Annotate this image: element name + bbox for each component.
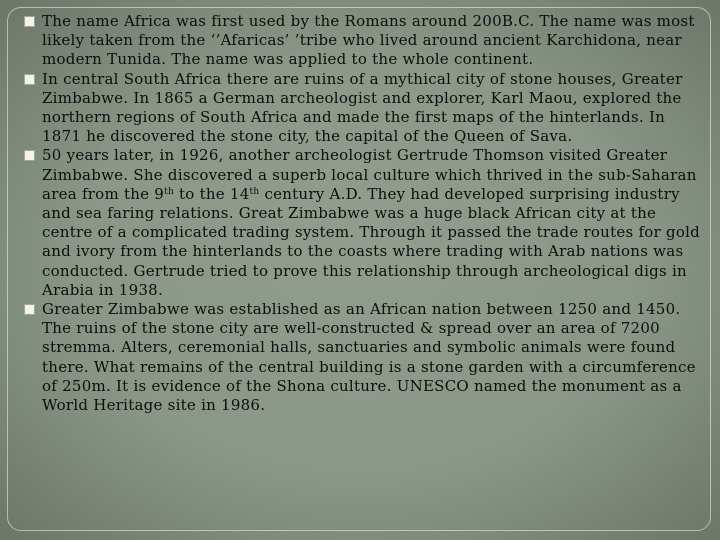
paragraph-text-before: 50 years later, in 1926, another archeologist Gertrude Thomson visited Greater Zimbabwe. She discovered a superb local culture which thrived in the sub-Saharan area from the 9 [42, 146, 697, 203]
paragraph-text: Greater Zimbabwe was established as an African nation between 1250 and 1450. The ruins of the stone city are well-constructed & spread over an area of 7200 stremma. Alters, ceremonial halls, sanctuaries and symbolic animals were found there. What remains of the central building is a stone garden with a circumference of 250m. It is evidence of the Shona culture. UNESCO named the monument as a World Heritage site in 1986. [42, 300, 696, 415]
paragraph-text: In central South Africa there are ruins of a mythical city of stone houses, Greater Zimbabwe. In 1865 a German archeologist and explorer, Karl Maou, explored the northern regions of South Africa and made the first maps of the hinterlands. In 1871 he discovered the stone city, the capital of the Queen of Sava. [42, 69, 683, 146]
square-bullet-icon [24, 150, 35, 161]
paragraph-text-middle: to the 14 [174, 184, 250, 203]
bullet-item-greater-zimbabwe [24, 300, 704, 415]
paragraph-text-after: century A.D. They had developed surprising industry and sea faring relations. Great Zimbabwe was a huge black African city at the centre of a complicated trading system. Through it passed the trade routes for gold and ivory from the hinterlands to the coasts where trading with Arab nations was conducted. Gertrude tried to prove this relationship through archeological digs in Arabia in 1938. [42, 184, 701, 299]
square-bullet-icon [24, 16, 35, 27]
square-bullet-icon [24, 304, 35, 315]
bullet-item-gertrude-thomson [24, 146, 704, 300]
paragraph-text [42, 146, 704, 300]
bullet-item-origin-of-name [24, 12, 704, 70]
square-bullet-icon [24, 74, 35, 85]
bullet-item-karl-maou [24, 70, 704, 147]
paragraph-text: The name Africa was first used by the Romans around 200B.C. The name was most likely taken from the ‘’Afaricas’ ’tribe who lived around ancient Karchidona, near modern Tunida. The name was applied to the whole continent. [42, 12, 695, 69]
bullet-list [24, 12, 704, 415]
superscript-th: th [164, 186, 174, 197]
superscript-th: th [249, 186, 260, 197]
